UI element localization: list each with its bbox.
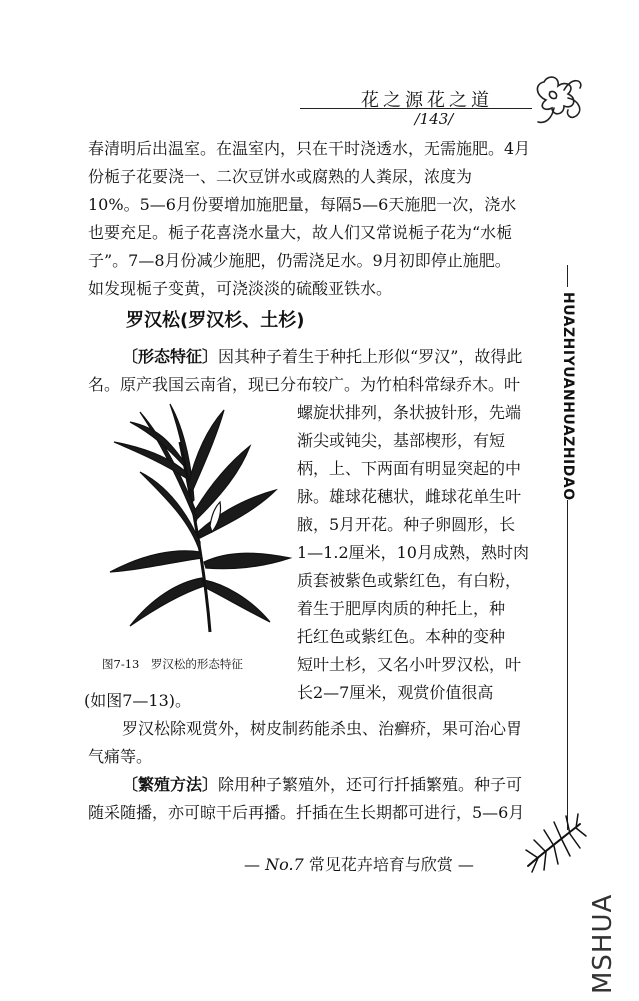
body-line: 质套被紫色或紫红色，有白粉， — [297, 571, 522, 590]
running-footer — [244, 852, 534, 875]
body-line: 份栀子花要浇一、二次豆饼水或腐熟的人粪尿，浓度为 — [88, 167, 473, 186]
body-line: 气痛等。 — [88, 747, 153, 766]
body-line: 脉。雄球花穗状，雌球花单生叶 — [297, 487, 522, 506]
body-line: 名。原产我国云南省，现已分布较广。为竹柏科常绿乔木。叶 — [88, 375, 521, 394]
body-line: (如图7—13)。 — [84, 691, 192, 710]
footer-dash-left: — — [244, 855, 260, 874]
prop-text: 除用种子繁殖外，还可行扦插繁殖。种子可 — [218, 775, 523, 794]
podocarpus-branch-illustration — [100, 402, 295, 637]
body-line: 1—1.2厘米，10月成熟，熟时肉 — [297, 543, 529, 562]
chapter-number: No.7 — [265, 855, 304, 874]
body-line: 渐尖或钝尖，基部楔形，有短 — [297, 431, 506, 450]
body-line: 托红色或紫红色。本种的变种 — [297, 627, 506, 646]
header-rule — [300, 108, 532, 109]
morph-text: 因其种子着生于种托上形似“罗汉”，故得此 — [218, 347, 523, 366]
body-line: 子”。7—8月份减少施肥，仍需浇足水。9月初即停止施肥。 — [88, 251, 511, 270]
watermark: MSHUA — [588, 893, 618, 994]
side-pinyin-label: HUAZHIYUANHUAZHIDAO — [560, 292, 576, 501]
body-line: 柄，上、下两面有明显突起的中 — [297, 459, 522, 478]
section-heading: 罗汉松(罗汉杉、土杉) — [126, 310, 305, 331]
morph-label: 〔形态特征〕 — [122, 347, 219, 366]
body-line: 罗汉松除观赏外，树皮制药能杀虫、治癣疥，果可治心胃 — [122, 719, 523, 738]
footer-dash-right: — — [457, 855, 474, 874]
figure-caption: 图7-13 罗汉松的形态特征 — [102, 657, 243, 671]
page-number: /143/ — [414, 110, 454, 128]
body-line: 10%。5—6月份要增加施肥量，每隔5—6天施肥一次，浇水 — [88, 195, 517, 214]
body-line: 也要充足。栀子花喜浇水量大，故人们又常说栀子花为“水栀 — [88, 223, 513, 242]
body-line: 螺旋状排列，条状披针形，先端 — [297, 403, 522, 422]
side-rule-bottom — [567, 500, 568, 830]
body-line: 春清明后出温室。在温室内，只在干时浇透水，无需施肥。4月 — [88, 139, 531, 158]
body-line: 腋，5月开花。种子卵圆形，长 — [297, 515, 516, 534]
body-line — [122, 346, 548, 368]
body-line: 长2—7厘米，观赏价值很高 — [297, 683, 494, 702]
pine-branch-icon — [518, 812, 588, 878]
running-header-title: 花之源花之道 — [361, 90, 493, 111]
body-line: 短叶土杉，又名小叶罗汉松，叶 — [297, 655, 522, 674]
chapter-title: 常见花卉培育与欣赏 — [308, 855, 453, 874]
body-line: 随采随播，亦可晾干后再播。扦插在生长期都可进行，5—6月 — [88, 803, 525, 822]
flower-sketch-icon — [528, 70, 588, 128]
prop-label: 〔繁殖方法〕 — [122, 775, 219, 794]
side-rule-top — [567, 265, 568, 287]
body-line: 如发现栀子变黄，可浇淡淡的硫酸亚铁水。 — [88, 279, 393, 298]
body-line — [122, 774, 548, 796]
body-line: 着生于肥厚肉质的种托上，种 — [297, 599, 506, 618]
